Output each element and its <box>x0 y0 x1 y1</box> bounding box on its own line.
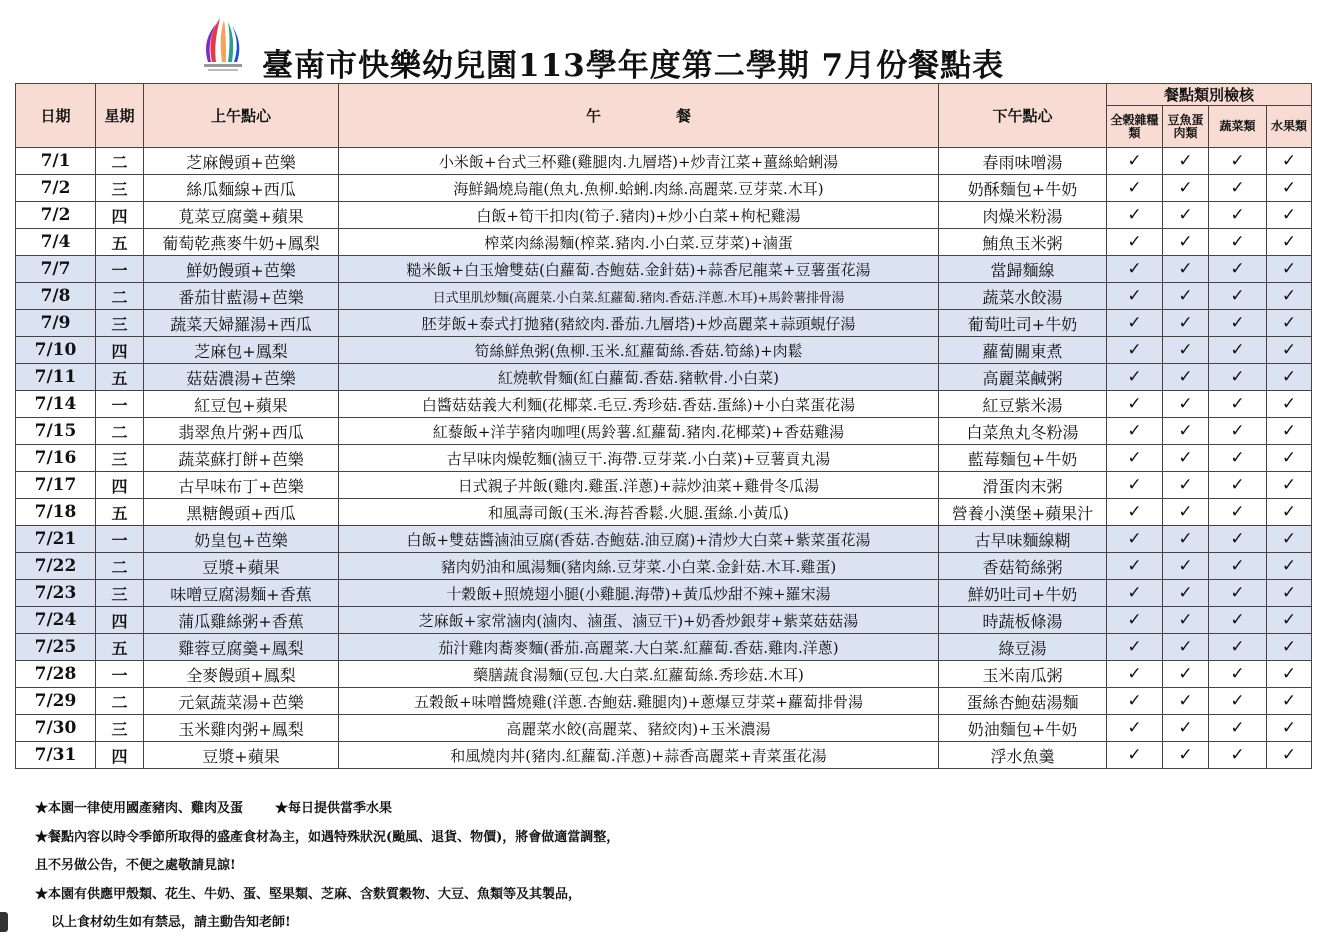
check-mark-icon: ✓ <box>1107 364 1163 391</box>
check-mark-icon: ✓ <box>1209 256 1267 283</box>
check-mark-icon: ✓ <box>1107 553 1163 580</box>
lunch-cell: 筍絲鮮魚粥(魚柳.玉米.紅蘿蔔絲.香菇.筍絲)+肉鬆 <box>339 337 939 364</box>
check-mark-icon: ✓ <box>1267 526 1312 553</box>
meal-rows <box>16 148 1312 769</box>
lunch-cell: 五穀飯+味噌醬燒雞(洋蔥.杏鮑菇.雞腿肉)+蔥爆豆芽菜+蘿蔔排骨湯 <box>339 688 939 715</box>
weekday-cell: 一 <box>96 391 144 418</box>
check-mark-icon: ✓ <box>1163 580 1209 607</box>
check-mark-icon: ✓ <box>1107 202 1163 229</box>
check-mark-icon: ✓ <box>1209 445 1267 472</box>
check-mark-icon: ✓ <box>1107 175 1163 202</box>
check-mark-icon: ✓ <box>1107 526 1163 553</box>
weekday-cell: 一 <box>96 526 144 553</box>
afternoon-snack-cell: 高麗菜鹹粥 <box>939 364 1107 391</box>
check-mark-icon: ✓ <box>1107 283 1163 310</box>
afternoon-snack-cell: 香菇筍絲粥 <box>939 553 1107 580</box>
header-afternoon-snack: 下午點心 <box>939 84 1107 148</box>
check-mark-icon: ✓ <box>1163 391 1209 418</box>
lunch-cell: 小米飯+台式三杯雞(雞腿肉.九層塔)+炒青江菜+薑絲蛤蜊湯 <box>339 148 939 175</box>
check-mark-icon: ✓ <box>1267 661 1312 688</box>
date-cell: 7/7 <box>16 256 96 283</box>
check-mark-icon: ✓ <box>1163 337 1209 364</box>
check-mark-icon: ✓ <box>1163 499 1209 526</box>
note-inform-teacher: 以上食材幼生如有禁忌，請主動告知老師! <box>51 915 291 930</box>
weekday-cell: 三 <box>96 715 144 742</box>
date-cell: 7/14 <box>16 391 96 418</box>
check-mark-icon: ✓ <box>1209 580 1267 607</box>
check-mark-icon: ✓ <box>1209 283 1267 310</box>
lunch-cell: 古早味肉燥乾麵(滷豆干.海帶.豆芽菜.小白菜)+豆薯貢丸湯 <box>339 445 939 472</box>
check-mark-icon: ✓ <box>1209 661 1267 688</box>
weekday-cell: 五 <box>96 499 144 526</box>
morning-snack-cell: 古早味布丁+芭樂 <box>144 472 339 499</box>
check-mark-icon: ✓ <box>1163 742 1209 769</box>
morning-snack-cell: 蒲瓜雞絲粥+香蕉 <box>144 607 339 634</box>
check-mark-icon: ✓ <box>1267 742 1312 769</box>
morning-snack-cell: 雞蓉豆腐羹+鳳梨 <box>144 634 339 661</box>
meal-row <box>16 553 1312 580</box>
check-mark-icon: ✓ <box>1107 310 1163 337</box>
date-cell: 7/25 <box>16 634 96 661</box>
date-cell: 7/21 <box>16 526 96 553</box>
lunch-cell: 白醬菇菇義大利麵(花椰菜.毛豆.秀珍菇.香菇.蛋絲)+小白菜蛋花湯 <box>339 391 939 418</box>
meal-schedule-table <box>15 83 1312 769</box>
check-mark-icon: ✓ <box>1163 310 1209 337</box>
morning-snack-cell: 味噌豆腐湯麵+香蕉 <box>144 580 339 607</box>
check-mark-icon: ✓ <box>1267 607 1312 634</box>
lunch-cell: 白飯+筍干扣肉(筍子.豬肉)+炒小白菜+枸杞雞湯 <box>339 202 939 229</box>
weekday-cell: 四 <box>96 472 144 499</box>
date-cell: 7/23 <box>16 580 96 607</box>
check-mark-icon: ✓ <box>1163 661 1209 688</box>
morning-snack-cell: 全麥饅頭+鳳梨 <box>144 661 339 688</box>
check-mark-icon: ✓ <box>1107 580 1163 607</box>
afternoon-snack-cell: 蘿蔔關東煮 <box>939 337 1107 364</box>
check-mark-icon: ✓ <box>1107 418 1163 445</box>
notes <box>35 795 619 938</box>
lunch-cell: 高麗菜水餃(高麗菜、豬絞肉)+玉米濃湯 <box>339 715 939 742</box>
check-mark-icon: ✓ <box>1163 202 1209 229</box>
date-cell: 7/18 <box>16 499 96 526</box>
check-mark-icon: ✓ <box>1209 688 1267 715</box>
check-mark-icon: ✓ <box>1107 607 1163 634</box>
note-domestic-meat: ★本園一律使用國產豬肉、雞肉及蛋 <box>35 801 244 816</box>
meal-row <box>16 202 1312 229</box>
check-mark-icon: ✓ <box>1107 634 1163 661</box>
weekday-cell: 三 <box>96 580 144 607</box>
check-mark-icon: ✓ <box>1163 256 1209 283</box>
check-mark-icon: ✓ <box>1163 715 1209 742</box>
meal-row <box>16 526 1312 553</box>
afternoon-snack-cell: 奶油麵包+牛奶 <box>939 715 1107 742</box>
check-mark-icon: ✓ <box>1267 391 1312 418</box>
check-mark-icon: ✓ <box>1209 310 1267 337</box>
check-mark-icon: ✓ <box>1267 229 1312 256</box>
weekday-cell: 四 <box>96 607 144 634</box>
check-mark-icon: ✓ <box>1267 553 1312 580</box>
date-cell: 7/1 <box>16 148 96 175</box>
check-mark-icon: ✓ <box>1209 202 1267 229</box>
afternoon-snack-cell: 白菜魚丸冬粉湯 <box>939 418 1107 445</box>
meal-row <box>16 418 1312 445</box>
check-mark-icon: ✓ <box>1163 283 1209 310</box>
lunch-cell: 日式里肌炒麵(高麗菜.小白菜.紅蘿蔔.豬肉.香菇.洋蔥.木耳)+馬鈴薯排骨湯 <box>339 283 939 310</box>
meal-row <box>16 472 1312 499</box>
weekday-cell: 四 <box>96 202 144 229</box>
date-cell: 7/16 <box>16 445 96 472</box>
meal-row <box>16 607 1312 634</box>
date-cell: 7/15 <box>16 418 96 445</box>
check-mark-icon: ✓ <box>1267 148 1312 175</box>
check-mark-icon: ✓ <box>1163 472 1209 499</box>
date-cell: 7/11 <box>16 364 96 391</box>
check-mark-icon: ✓ <box>1163 229 1209 256</box>
weekday-cell: 三 <box>96 175 144 202</box>
afternoon-snack-cell: 古早味麵線糊 <box>939 526 1107 553</box>
morning-snack-cell: 玉米雞肉粥+鳳梨 <box>144 715 339 742</box>
morning-snack-cell: 奶皇包+芭樂 <box>144 526 339 553</box>
check-mark-icon: ✓ <box>1267 418 1312 445</box>
check-mark-icon: ✓ <box>1267 472 1312 499</box>
date-cell: 7/8 <box>16 283 96 310</box>
afternoon-snack-cell: 春雨味噌湯 <box>939 148 1107 175</box>
morning-snack-cell: 絲瓜麵線+西瓜 <box>144 175 339 202</box>
header-lunch: 午 餐 <box>339 84 939 148</box>
meal-row <box>16 283 1312 310</box>
date-cell: 7/28 <box>16 661 96 688</box>
weekday-cell: 一 <box>96 661 144 688</box>
meal-row <box>16 229 1312 256</box>
lunch-cell: 紅燒軟骨麵(紅白蘿蔔.香菇.豬軟骨.小白菜) <box>339 364 939 391</box>
check-mark-icon: ✓ <box>1267 580 1312 607</box>
check-mark-icon: ✓ <box>1267 715 1312 742</box>
check-mark-icon: ✓ <box>1267 445 1312 472</box>
check-mark-icon: ✓ <box>1107 715 1163 742</box>
check-mark-icon: ✓ <box>1267 175 1312 202</box>
lunch-cell: 海鮮鍋燒烏龍(魚丸.魚柳.蛤蜊.肉絲.高麗菜.豆芽菜.木耳) <box>339 175 939 202</box>
check-mark-icon: ✓ <box>1163 148 1209 175</box>
lunch-cell: 豬肉奶油和風湯麵(豬肉絲.豆芽菜.小白菜.金針菇.木耳.雞蛋) <box>339 553 939 580</box>
check-mark-icon: ✓ <box>1267 499 1312 526</box>
afternoon-snack-cell: 奶酥麵包+牛奶 <box>939 175 1107 202</box>
morning-snack-cell: 菇菇濃湯+芭樂 <box>144 364 339 391</box>
check-mark-icon: ✓ <box>1107 742 1163 769</box>
note-allergens: ★本園有供應甲殼類、花生、牛奶、蛋、堅果類、芝麻、含麩質穀物、大豆、魚類等及其製品， <box>35 886 582 902</box>
check-mark-icon: ✓ <box>1107 445 1163 472</box>
afternoon-snack-cell: 鮮奶吐司+牛奶 <box>939 580 1107 607</box>
meal-row <box>16 580 1312 607</box>
header-protein: 豆魚蛋肉類 <box>1163 106 1209 148</box>
check-mark-icon: ✓ <box>1209 175 1267 202</box>
weekday-cell: 四 <box>96 337 144 364</box>
meal-row <box>16 661 1312 688</box>
morning-snack-cell: 黑糖饅頭+西瓜 <box>144 499 339 526</box>
check-mark-icon: ✓ <box>1209 526 1267 553</box>
lunch-cell: 和風壽司飯(玉米.海苔香鬆.火腿.蛋絲.小黃瓜) <box>339 499 939 526</box>
lunch-cell: 茄汁雞肉蕎麥麵(番茄.高麗菜.大白菜.紅蘿蔔.香菇.雞肉.洋蔥) <box>339 634 939 661</box>
check-mark-icon: ✓ <box>1107 148 1163 175</box>
header-morning-snack: 上午點心 <box>144 84 339 148</box>
morning-snack-cell: 莧菜豆腐羹+蘋果 <box>144 202 339 229</box>
weekday-cell: 二 <box>96 688 144 715</box>
header-fruit: 水果類 <box>1267 106 1312 148</box>
check-mark-icon: ✓ <box>1209 607 1267 634</box>
date-cell: 7/17 <box>16 472 96 499</box>
check-mark-icon: ✓ <box>1209 742 1267 769</box>
check-mark-icon: ✓ <box>1267 283 1312 310</box>
note-line <box>35 795 619 824</box>
weekday-cell: 五 <box>96 634 144 661</box>
date-cell: 7/31 <box>16 742 96 769</box>
meal-row <box>16 499 1312 526</box>
header-vegetable: 蔬菜類 <box>1209 106 1267 148</box>
meal-row <box>16 391 1312 418</box>
weekday-cell: 一 <box>96 256 144 283</box>
meal-row <box>16 688 1312 715</box>
meal-row <box>16 337 1312 364</box>
date-cell: 7/10 <box>16 337 96 364</box>
check-mark-icon: ✓ <box>1267 337 1312 364</box>
header-grain: 全榖雜糧類 <box>1107 106 1163 148</box>
check-mark-icon: ✓ <box>1163 445 1209 472</box>
lunch-cell: 芝麻飯+家常滷肉(滷肉、滷蛋、滷豆干)+奶香炒銀芽+紫菜菇菇湯 <box>339 607 939 634</box>
check-mark-icon: ✓ <box>1209 391 1267 418</box>
morning-snack-cell: 蔬菜蘇打餅+芭樂 <box>144 445 339 472</box>
afternoon-snack-cell: 鮪魚玉米粥 <box>939 229 1107 256</box>
meal-row <box>16 175 1312 202</box>
date-cell: 7/2 <box>16 175 96 202</box>
check-mark-icon: ✓ <box>1163 418 1209 445</box>
date-cell: 7/2 <box>16 202 96 229</box>
morning-snack-cell: 翡翠魚片粥+西瓜 <box>144 418 339 445</box>
weekday-cell: 四 <box>96 742 144 769</box>
lunch-cell: 和風燒肉丼(豬肉.紅蘿蔔.洋蔥)+蒜香高麗菜+青菜蛋花湯 <box>339 742 939 769</box>
morning-snack-cell: 紅豆包+蘋果 <box>144 391 339 418</box>
check-mark-icon: ✓ <box>1107 256 1163 283</box>
date-cell: 7/4 <box>16 229 96 256</box>
morning-snack-cell: 芝麻饅頭+芭樂 <box>144 148 339 175</box>
date-cell: 7/22 <box>16 553 96 580</box>
afternoon-snack-cell: 藍莓麵包+牛奶 <box>939 445 1107 472</box>
date-cell: 7/24 <box>16 607 96 634</box>
check-mark-icon: ✓ <box>1209 418 1267 445</box>
check-mark-icon: ✓ <box>1267 688 1312 715</box>
weekday-cell: 三 <box>96 310 144 337</box>
check-mark-icon: ✓ <box>1209 634 1267 661</box>
check-mark-icon: ✓ <box>1267 202 1312 229</box>
lunch-cell: 白飯+雙菇醬滷油豆腐(香菇.杏鮑菇.油豆腐)+清炒大白菜+紫菜蛋花湯 <box>339 526 939 553</box>
header-category-check: 餐點類別檢核 <box>1107 84 1312 106</box>
check-mark-icon: ✓ <box>1107 337 1163 364</box>
check-mark-icon: ✓ <box>1209 472 1267 499</box>
check-mark-icon: ✓ <box>1163 688 1209 715</box>
afternoon-snack-cell: 葡萄吐司+牛奶 <box>939 310 1107 337</box>
meal-row <box>16 310 1312 337</box>
check-mark-icon: ✓ <box>1209 148 1267 175</box>
page-title: 臺南市快樂幼兒園113學年度第二學期 7月份餐點表 <box>262 48 1005 84</box>
check-mark-icon: ✓ <box>1267 364 1312 391</box>
morning-snack-cell: 元氣蔬菜湯+芭樂 <box>144 688 339 715</box>
side-tab-icon <box>0 912 8 932</box>
check-mark-icon: ✓ <box>1209 364 1267 391</box>
meal-row <box>16 364 1312 391</box>
note-apology: 且不另做公告，不便之處敬請見諒! <box>35 858 236 873</box>
check-mark-icon: ✓ <box>1267 634 1312 661</box>
check-mark-icon: ✓ <box>1163 634 1209 661</box>
date-cell: 7/9 <box>16 310 96 337</box>
morning-snack-cell: 蔬菜天婦羅湯+西瓜 <box>144 310 339 337</box>
meal-row <box>16 742 1312 769</box>
check-mark-icon: ✓ <box>1267 310 1312 337</box>
check-mark-icon: ✓ <box>1267 256 1312 283</box>
weekday-cell: 二 <box>96 553 144 580</box>
school-logo-icon <box>190 14 256 76</box>
check-mark-icon: ✓ <box>1163 364 1209 391</box>
lunch-cell: 日式親子丼飯(雞肉.雞蛋.洋蔥)+蒜炒油菜+雞骨冬瓜湯 <box>339 472 939 499</box>
morning-snack-cell: 豆漿+蘋果 <box>144 742 339 769</box>
morning-snack-cell: 豆漿+蘋果 <box>144 553 339 580</box>
weekday-cell: 二 <box>96 283 144 310</box>
weekday-cell: 五 <box>96 364 144 391</box>
afternoon-snack-cell: 營養小漢堡+蘋果汁 <box>939 499 1107 526</box>
afternoon-snack-cell: 滑蛋肉末粥 <box>939 472 1107 499</box>
meal-row <box>16 256 1312 283</box>
check-mark-icon: ✓ <box>1163 526 1209 553</box>
check-mark-icon: ✓ <box>1163 607 1209 634</box>
lunch-cell: 紅藜飯+洋芋豬肉咖哩(馬鈴薯.紅蘿蔔.豬肉.花椰菜)+香菇雞湯 <box>339 418 939 445</box>
check-mark-icon: ✓ <box>1163 175 1209 202</box>
afternoon-snack-cell: 肉燥米粉湯 <box>939 202 1107 229</box>
check-mark-icon: ✓ <box>1209 715 1267 742</box>
afternoon-snack-cell: 當歸麵線 <box>939 256 1107 283</box>
lunch-cell: 胚芽飯+泰式打拋豬(豬絞肉.番茄.九層塔)+炒高麗菜+蒜頭蜆仔湯 <box>339 310 939 337</box>
check-mark-icon: ✓ <box>1209 499 1267 526</box>
check-mark-icon: ✓ <box>1209 553 1267 580</box>
note-seasonal: ★餐點內容以時令季節所取得的盛產食材為主，如遇特殊狀況(颱風、退貨、物價)，將會做適當調整， <box>35 829 620 845</box>
check-mark-icon: ✓ <box>1107 472 1163 499</box>
morning-snack-cell: 芝麻包+鳳梨 <box>144 337 339 364</box>
lunch-cell: 藥膳蔬食湯麵(豆包.大白菜.紅蘿蔔絲.秀珍菇.木耳) <box>339 661 939 688</box>
meal-row <box>16 715 1312 742</box>
date-cell: 7/30 <box>16 715 96 742</box>
date-cell: 7/29 <box>16 688 96 715</box>
weekday-cell: 五 <box>96 229 144 256</box>
note-daily-fruit: ★每日提供當季水果 <box>275 801 393 816</box>
meal-row <box>16 148 1312 175</box>
weekday-cell: 二 <box>96 148 144 175</box>
lunch-cell: 榨菜肉絲湯麵(榨菜.豬肉.小白菜.豆芽菜)+滷蛋 <box>339 229 939 256</box>
meal-row <box>16 634 1312 661</box>
afternoon-snack-cell: 玉米南瓜粥 <box>939 661 1107 688</box>
header-date: 日期 <box>16 84 96 148</box>
check-mark-icon: ✓ <box>1107 499 1163 526</box>
check-mark-icon: ✓ <box>1163 553 1209 580</box>
afternoon-snack-cell: 紅豆紫米湯 <box>939 391 1107 418</box>
morning-snack-cell: 葡萄乾燕麥牛奶+鳳梨 <box>144 229 339 256</box>
afternoon-snack-cell: 蔬菜水餃湯 <box>939 283 1107 310</box>
check-mark-icon: ✓ <box>1107 391 1163 418</box>
check-mark-icon: ✓ <box>1209 229 1267 256</box>
lunch-cell: 糙米飯+白玉燴雙菇(白蘿蔔.杏鮑菇.金針菇)+蒜香尼龍菜+豆薯蛋花湯 <box>339 256 939 283</box>
header-weekday: 星期 <box>96 84 144 148</box>
check-mark-icon: ✓ <box>1107 229 1163 256</box>
check-mark-icon: ✓ <box>1209 337 1267 364</box>
afternoon-snack-cell: 時蔬板條湯 <box>939 607 1107 634</box>
weekday-cell: 三 <box>96 445 144 472</box>
afternoon-snack-cell: 浮水魚羹 <box>939 742 1107 769</box>
morning-snack-cell: 番茄甘藍湯+芭樂 <box>144 283 339 310</box>
lunch-cell: 十穀飯+照燒翅小腿(小雞腿.海帶)+黃瓜炒甜不辣+羅宋湯 <box>339 580 939 607</box>
check-mark-icon: ✓ <box>1107 661 1163 688</box>
afternoon-snack-cell: 蛋絲杏鮑菇湯麵 <box>939 688 1107 715</box>
morning-snack-cell: 鮮奶饅頭+芭樂 <box>144 256 339 283</box>
meal-row <box>16 445 1312 472</box>
afternoon-snack-cell: 綠豆湯 <box>939 634 1107 661</box>
weekday-cell: 二 <box>96 418 144 445</box>
check-mark-icon: ✓ <box>1107 688 1163 715</box>
